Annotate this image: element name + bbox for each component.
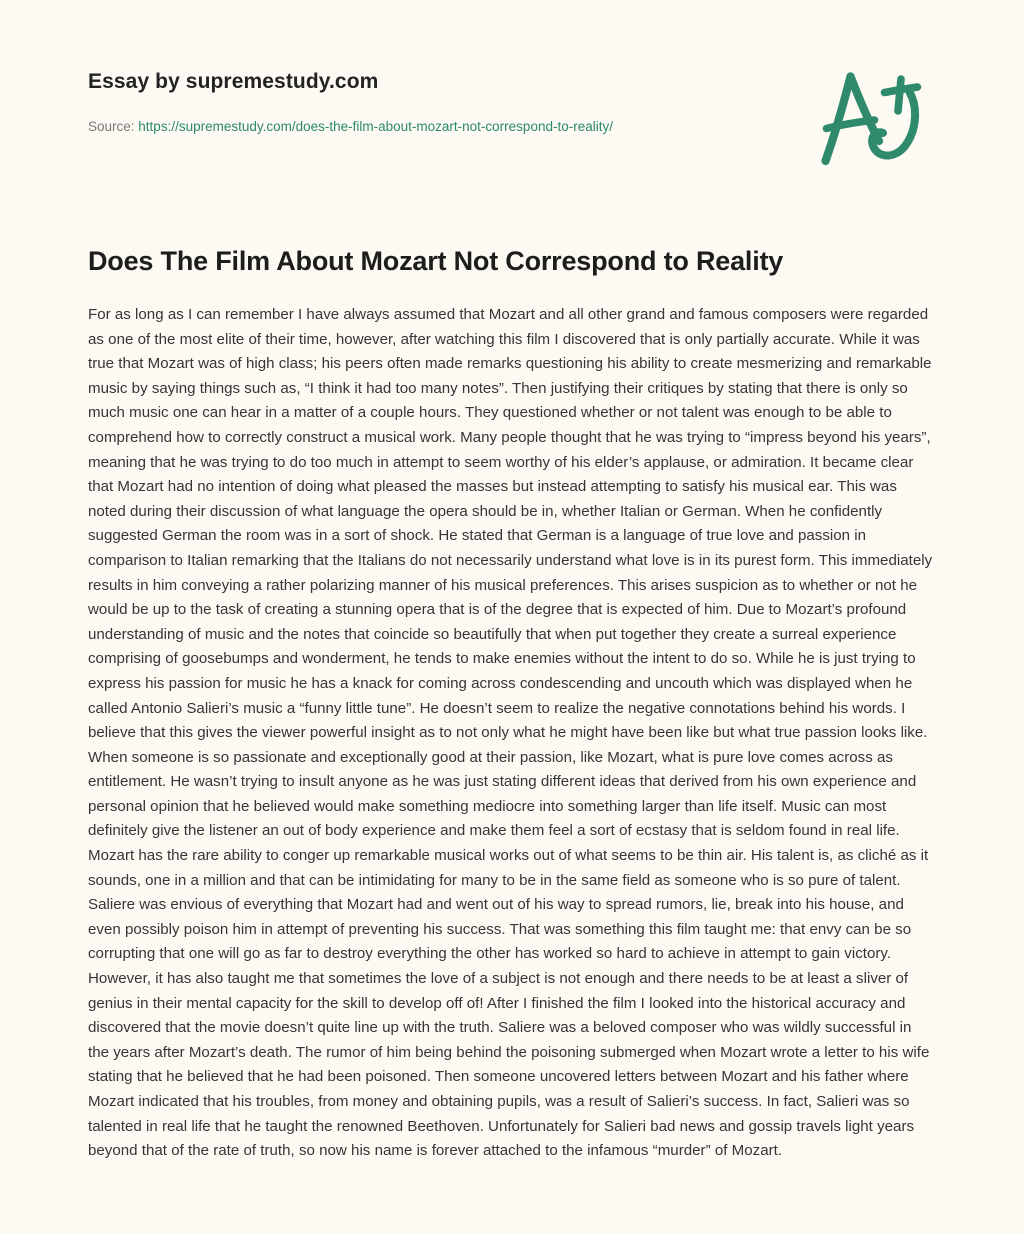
page-header [0, 0, 1024, 200]
page-title: Does The Film About Mozart Not Correspond to Reality [88, 246, 784, 276]
a-plus-logo [806, 68, 936, 178]
source-line [88, 119, 613, 134]
article-body-text: For as long as I can remember I have always assumed that Mozart and all other grand and famous composers were regarded as one of the most elite of their time, however, after watching this film I discovered that is only partially accurate. While it was true that Mozart was of high class; his peers often made remarks questioning his ability to create mesmerizing and remarkable music by saying things such as, “I think it had too many notes”. Then justifying their critiques by stating that there is only so much music one can hear in a matter of a couple hours. They questioned whether or not talent was enough to be able to comprehend how to correctly construct a musical work. Many people thought that he was trying to “impress beyond his years”, meaning that he was trying to do too much in attempt to seem worthy of his elder’s applause, or admiration. It became clear that Mozart had no intention of doing what pleased the masses but instead attempting to satisfy his musical ear. This was noted during their discussion of what language the opera should be in, whether Italian or German. When he confidently suggested German the room was in a sort of shock. He stated that German is a language of true love and passion in comparison to Italian remarking that the Italians do not necessarily understand what love is in its purest form. This immediately results in him conveying a rather polarizing manner of his musical preferences. This arises suspicion as to whether or not he would be up to the task of creating a stunning opera that is of the degree that is expected of him. Due to Mozart’s profound understanding of music and the notes that coincide so beautifully that when put together they create a surreal experience comprising of goosebumps and wonderment, he tends to make enemies without the intent to do so. While he is just trying to express his passion for music he has a knack for coming across condescending and uncouth which was displayed when he called Antonio Salieri’s music a “funny little tune”. He doesn’t seem to realize the negative connotations behind his words. I believe that this gives the viewer powerful insight as to not only what he might have been like but what true passion looks like. When someone is so passionate and exceptionally good at their passion, like Mozart, what is pure love comes across as entitlement. He wasn’t trying to insult anyone as he was just stating different ideas that derived from his own experience and personal opinion that he believed would make something mediocre into something larger than life itself. Music can most definitely give the listener an out of body experience and make them feel a sort of ecstasy that is seldom found in real life. Mozart has the rare ability to conger up remarkable musical works out of what seems to be thin air. His talent is, as cliché as it sounds, one in a million and that can be intimidating for many to be in the same field as someone who is so pure of talent. Saliere was envious of everything that Mozart had and went out of his way to spread rumors, lie, break into his house, and even possibly poison him in attempt of preventing his success. That was something this film taught me: that envy can be so corrupting that one will go as far to destroy everything the other has worked so hard to achieve in attempt to gain victory. However, it has also taught me that sometimes the love of a subject is not enough and there needs to be at least a sliver of genius in their mental capacity for the skill to develop off of! After I finished the film I looked into the historical accuracy and discovered that the movie doesn’t quite line up with the truth. Saliere was a beloved composer who was wildly successful in the years after Mozart’s death. The rumor of him being behind the poisoning submerged when Mozart wrote a letter to his wife stating that he believed that he had been poisoned. Then someone uncovered letters between Mozart and his father where Mozart indicated that his troubles, from money and obtaining pupils, was a result of Salieri’s success. In fact, Salieri was so talented in real life that he taught the renowned Beethoven. Unfortunately for Salieri bad news and gossip travels light years beyond that of the rate of truth, so now his name is forever attached to the infamous “murder” of Mozart. [88, 306, 933, 1160]
brand-title: Essay by supremestudy.com [88, 70, 379, 93]
article [88, 243, 936, 1164]
source-label: Source: [88, 119, 135, 134]
a-plus-logo-icon [806, 68, 936, 178]
source-url-link[interactable]: https://supremestudy.com/does-the-film-about-mozart-not-correspond-to-reality/ [138, 119, 613, 134]
